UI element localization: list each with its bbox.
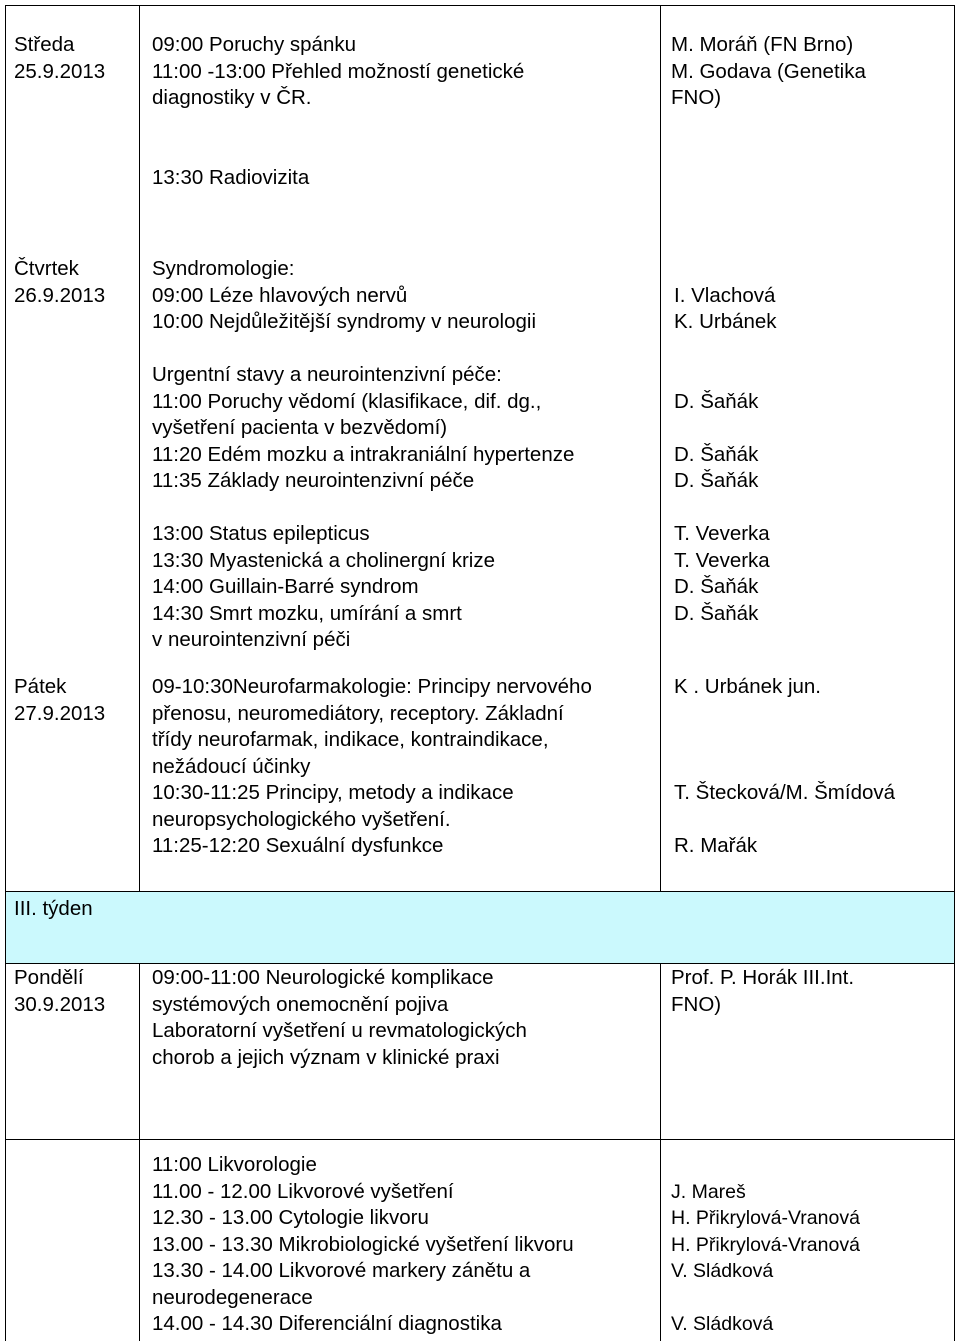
- program-line: 14:00 Guillain-Barré syndrom: [152, 575, 419, 598]
- program-line: Syndromologie:: [152, 257, 295, 280]
- program-line: 09:00-11:00 Neurologické komplikace: [152, 966, 494, 989]
- lecturer-line: [671, 1285, 860, 1312]
- lecturer-line: J. Mareš: [671, 1180, 746, 1203]
- lecturer-line: [674, 415, 777, 442]
- lecturer-line: D. Šaňák: [674, 601, 759, 625]
- date-cell: [14, 32, 105, 85]
- program-line: 13:30 Myastenická a cholinergní krize: [152, 548, 495, 572]
- program-line: 10:00 Nejdůležitější syndromy v neurologii: [152, 310, 537, 333]
- lecturer-line: [674, 256, 777, 283]
- table-border-right: [954, 5, 955, 1341]
- program-line: 12.30 - 13.00 Cytologie likvoru: [152, 1206, 429, 1229]
- lecturer-line: FNO): [671, 992, 722, 1016]
- program-line: 09-10:30Neurofarmakologie: Principy nervového: [152, 675, 592, 698]
- program-line: 11:35 Základy neurointenzivní péče: [152, 469, 475, 492]
- program-cell: [152, 674, 592, 860]
- lecturer-line: T. Veverka: [674, 522, 770, 545]
- program-line: 11:20 Edém mozku a intrakraniální hypertenze: [152, 442, 575, 466]
- program-line: 13.30 - 14.00 Likvorové markery zánětu a: [152, 1259, 531, 1282]
- date-value: 26.9.2013: [14, 283, 106, 307]
- lecturer-line: D. Šaňák: [674, 442, 759, 466]
- program-line: 13:00 Status epilepticus: [152, 522, 370, 545]
- lecturer-line: M. Godava (Genetika: [671, 59, 866, 83]
- lecturer-line: K. Urbánek: [674, 310, 777, 333]
- day-name: Středa: [14, 33, 75, 56]
- lecturer-line: M. Moráň (FN Brno): [671, 33, 854, 56]
- program-line: Laboratorní vyšetření u revmatologických: [152, 1019, 527, 1042]
- lecturer-line: FNO): [671, 86, 722, 109]
- date-value: 25.9.2013: [14, 59, 106, 83]
- lecturer-line: Prof. P. Horák III.Int.: [671, 966, 855, 989]
- row-divider: [5, 891, 955, 892]
- week-heading-text: III. týden: [14, 897, 93, 920]
- program-line: [152, 138, 524, 165]
- lecturer-line: [674, 701, 895, 728]
- date-value: 27.9.2013: [14, 701, 106, 725]
- lecturer-line: [671, 1152, 860, 1179]
- lecturer-line: H. Přikrylová-Vranová: [671, 1207, 860, 1229]
- program-cell: [152, 1152, 574, 1338]
- lecturer-line: [674, 754, 895, 781]
- program-line: neuropsychologického vyšetření.: [152, 807, 451, 831]
- program-line: diagnostiky v ČR.: [152, 86, 312, 109]
- program-line: 13:30 Radiovizita: [152, 165, 310, 189]
- day-name: Pondělí: [14, 966, 84, 989]
- program-line: Urgentní stavy a neurointenzivní péče:: [152, 363, 502, 386]
- date-cell: [14, 674, 105, 727]
- lecturer-cell: [671, 1152, 860, 1338]
- lecturer-line: R. Mařák: [674, 834, 758, 857]
- program-line: v neurointenzivní péči: [152, 628, 351, 651]
- program-line: 11:00 Likvorologie: [152, 1153, 317, 1176]
- program-line: 11.00 - 12.00 Likvorové vyšetření: [152, 1179, 454, 1203]
- program-line: [152, 112, 524, 139]
- lecturer-line: [674, 362, 777, 389]
- table-border-left: [5, 5, 6, 1341]
- program-line: systémových onemocnění pojiva: [152, 992, 449, 1016]
- row-divider: [5, 1139, 955, 1140]
- lecturer-line: T. Veverka: [674, 548, 770, 572]
- table-border-top: [5, 5, 955, 6]
- lecturer-line: D. Šaňák: [674, 575, 759, 598]
- lecturer-line: D. Šaňák: [674, 469, 759, 492]
- date-cell: [14, 965, 105, 1018]
- program-line: 13.00 - 13.30 Mikrobiologické vyšetření likvoru: [152, 1232, 574, 1256]
- day-name: Pátek: [14, 675, 67, 698]
- program-line: 09:00 Poruchy spánku: [152, 33, 356, 56]
- week-heading-band: [5, 891, 955, 963]
- lecturer-line: H. Přikrylová-Vranová: [671, 1233, 860, 1256]
- program-line: třídy neurofarmak, indikace, kontraindikace,: [152, 728, 549, 751]
- column-divider: [139, 963, 140, 1341]
- program-line: [152, 336, 574, 363]
- program-line: [152, 495, 574, 522]
- date-value: 30.9.2013: [14, 992, 106, 1016]
- lecturer-cell: [671, 32, 866, 112]
- program-line: neurodegenerace: [152, 1285, 313, 1309]
- program-line: vyšetření pacienta v bezvědomí): [152, 416, 448, 439]
- program-line: 14:30 Smrt mozku, umírání a smrt: [152, 601, 462, 625]
- date-cell: [14, 256, 105, 309]
- program-line: 11:00 -13:00 Přehled možností genetické: [152, 59, 525, 83]
- program-cell: [152, 32, 524, 191]
- lecturer-line: T. Štecková/M. Šmídová: [674, 781, 896, 804]
- program-line: nežádoucí účinky: [152, 754, 311, 778]
- lecturer-line: [674, 727, 895, 754]
- lecturer-cell: [674, 256, 777, 627]
- program-line: 11:25-12:20 Sexuální dysfunkce: [152, 834, 444, 857]
- lecturer-line: [674, 336, 777, 363]
- program-cell: [152, 965, 527, 1071]
- lecturer-line: V. Sládková: [671, 1260, 774, 1282]
- program-line: 09:00 Léze hlavových nervů: [152, 283, 408, 307]
- lecturer-line: K . Urbánek jun.: [674, 675, 821, 698]
- week-heading: [14, 896, 93, 923]
- lecturer-cell: [671, 965, 854, 1018]
- program-line: chorob a jejich význam v klinické praxi: [152, 1045, 500, 1069]
- program-line: 10:30-11:25 Principy, metody a indikace: [152, 781, 514, 804]
- lecturer-line: [674, 807, 895, 834]
- program-line: 14.00 - 14.30 Diferenciální diagnostika: [152, 1312, 502, 1335]
- lecturer-cell: [674, 674, 895, 860]
- column-divider: [660, 963, 661, 1341]
- column-divider: [139, 5, 140, 891]
- lecturer-line: I. Vlachová: [674, 283, 776, 307]
- column-divider: [660, 5, 661, 891]
- lecturer-line: [674, 495, 777, 522]
- program-line: 11:00 Poruchy vědomí (klasifikace, dif. dg.,: [152, 389, 542, 413]
- lecturer-line: V. Sládková: [671, 1313, 774, 1335]
- lecturer-line: D. Šaňák: [674, 389, 759, 413]
- program-line: přenosu, neuromediátory, receptory. Základní: [152, 701, 564, 725]
- row-divider: [5, 963, 955, 964]
- program-cell: [152, 256, 574, 654]
- day-name: Čtvrtek: [14, 257, 79, 280]
